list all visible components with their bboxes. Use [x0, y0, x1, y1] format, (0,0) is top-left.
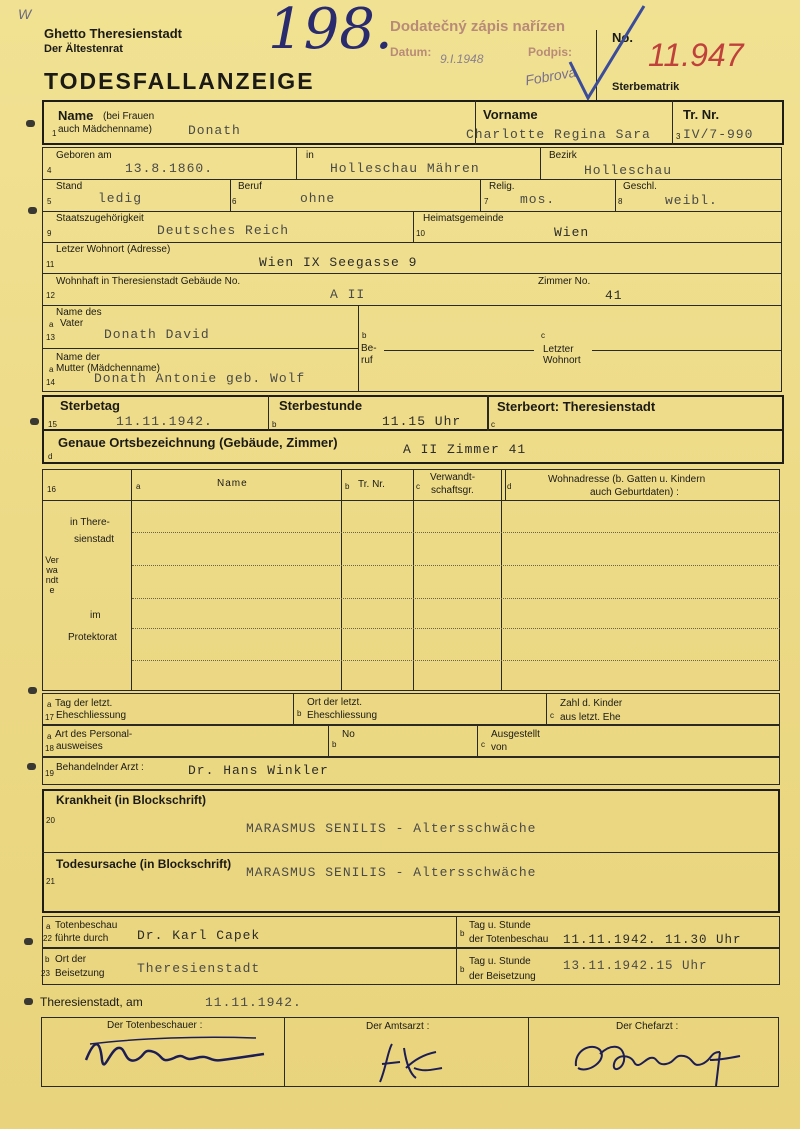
bezirk-label: Bezirk: [549, 150, 577, 161]
row-line: [42, 305, 782, 306]
divider: [528, 1017, 529, 1087]
row-line: [42, 211, 782, 212]
divider: [540, 147, 541, 179]
ausgestellt-label2: von: [491, 742, 508, 753]
stamp-datum-value: 9.I.1948: [440, 52, 484, 66]
kinder-label2: aus letzt. Ehe: [560, 712, 621, 723]
field-letter: c: [541, 331, 545, 340]
field-letter: b: [460, 929, 465, 938]
beschau-tag-label: Tag u. Stunde: [469, 920, 531, 931]
marriage-ort-label: Ort der letzt.: [307, 697, 363, 708]
field-letter: c: [481, 740, 485, 749]
dotted-line: [132, 628, 780, 629]
gebaeude-label: Wohnhaft in Theresienstadt Gebäude No.: [56, 276, 241, 287]
field-line: [384, 350, 534, 351]
beisetzung-ort-value: Theresienstadt: [137, 961, 261, 976]
in-there-label2: sienstadt: [74, 534, 115, 545]
wohnort-label: Letzer Wohnort (Adresse): [56, 244, 171, 255]
field-number: 13: [46, 333, 55, 342]
signature-amtsarzt-icon: [370, 1038, 450, 1088]
vater-label: Name des: [56, 307, 102, 318]
sterbeort-label: Sterbeort: Theresienstadt: [497, 399, 656, 414]
sig-totenbeschauer-label: Der Totenbeschauer :: [107, 1020, 203, 1031]
sterbetag-value: 11.11.1942.: [116, 414, 213, 429]
zimmer-value: 41: [605, 288, 623, 303]
field-letter: a: [49, 365, 54, 374]
field-letter: a: [47, 700, 52, 709]
marriage-row: [42, 693, 780, 725]
divider: [487, 395, 489, 431]
ursache-value: MARASMUS SENILIS - Altersschwäche: [246, 865, 537, 880]
punch-hole: [26, 120, 35, 127]
place-date-label: Theresienstadt, am: [40, 995, 143, 1009]
stand-value: ledig: [98, 191, 143, 206]
field-letter: b: [297, 709, 302, 718]
letzter-label2: Wohnort: [543, 355, 581, 366]
ausgestellt-label: Ausgestellt: [491, 729, 540, 740]
divider: [546, 693, 547, 725]
field-number: 17: [45, 713, 54, 722]
geboren-label: Geboren am: [56, 150, 112, 161]
col-trnr: Tr. Nr.: [358, 479, 385, 490]
name-sub2: auch Mädchenname): [58, 124, 152, 135]
punch-hole: [24, 938, 33, 945]
divider: [284, 1017, 285, 1087]
ausweis-label2: ausweises: [56, 741, 103, 752]
heimat-label: Heimatsgemeinde: [423, 213, 504, 224]
sterbetag-label: Sterbetag: [60, 398, 120, 413]
arzt-value: Dr. Hans Winkler: [188, 763, 329, 778]
sig-chefarzt-label: Der Chefarzt :: [616, 1021, 679, 1032]
id-no-label: No: [342, 729, 355, 740]
vater-value: Donath David: [104, 327, 210, 342]
beisetzung-ort-label2: Beisetzung: [55, 968, 105, 979]
divider: [413, 469, 414, 691]
field-number: 15: [48, 420, 57, 429]
divider: [480, 179, 481, 211]
council-title: Der Ältestenrat: [44, 43, 123, 55]
divider: [615, 179, 616, 211]
field-number: 14: [46, 378, 55, 387]
field-number: 11: [46, 260, 55, 269]
divider: [131, 469, 132, 691]
beisetzung-ort-label: Ort der: [55, 954, 87, 965]
field-number: 6: [232, 197, 237, 206]
ortsbez-value: A II Zimmer 41: [403, 442, 527, 457]
row-line: [42, 242, 782, 243]
col-verw2: schaftsgr.: [431, 485, 474, 496]
no-label: No.: [612, 30, 633, 45]
vorname-label: Vorname: [483, 107, 538, 122]
divider: [413, 211, 414, 242]
signature-totenbeschauer-icon: [80, 1030, 270, 1080]
field-letter: a: [136, 482, 141, 491]
vorname-value: Charlotte Regina Sara: [466, 127, 651, 142]
field-number: 21: [46, 877, 55, 886]
stamp-datum-label: Datum:: [390, 45, 432, 59]
name-sub1: (bei Frauen: [103, 111, 155, 122]
beisetzung-tag-value: 13.11.1942.15 Uhr: [563, 959, 708, 973]
in-label: in: [306, 150, 314, 161]
field-letter: a: [46, 922, 51, 931]
mutter-label2: Mutter (Mädchenname): [56, 363, 160, 374]
col-wohn2: auch Geburtdaten) :: [590, 487, 679, 498]
wohnort-value: Wien IX Seegasse 9: [259, 255, 418, 270]
field-number: 12: [46, 291, 55, 300]
col-name: Name: [217, 478, 248, 489]
in-there-label: in There-: [70, 517, 110, 528]
stamp-signature: Fobrová: [524, 63, 578, 89]
divider: [293, 693, 294, 725]
field-letter: d: [48, 452, 53, 461]
divider: [296, 147, 297, 179]
row-line: [42, 273, 782, 274]
row-line: [42, 852, 780, 853]
col-verw1: Verwandt-: [430, 472, 476, 483]
ursache-label: Todesursache (in Blockschrift): [56, 857, 232, 871]
geschl-label: Geschl.: [623, 181, 657, 192]
field-line: [592, 350, 782, 351]
dotted-line: [132, 565, 780, 566]
stamp-podpis-label: Podpis:: [528, 45, 572, 59]
beisetzung-tag-label: Tag u. Stunde: [469, 956, 531, 967]
beschau-tag-label2: der Totenbeschau: [469, 934, 549, 945]
divider: [358, 305, 359, 392]
punch-hole: [28, 207, 37, 214]
staats-value: Deutsches Reich: [157, 223, 290, 238]
relig-value: mos.: [520, 192, 556, 207]
beruf-value: ohne: [300, 191, 336, 206]
field-letter: b: [45, 955, 50, 964]
sterbematrik-label: Sterbematrik: [612, 81, 680, 93]
field-number: 10: [416, 229, 425, 238]
field-number: 8: [618, 197, 623, 206]
ausweis-label: Art des Personal-: [55, 729, 133, 740]
ghetto-title: Ghetto Theresienstadt: [44, 26, 182, 41]
place-date-value: 11.11.1942.: [205, 995, 302, 1010]
ortsbez-label: Genaue Ortsbezeichnung (Gebäude, Zimmer): [58, 435, 338, 450]
check-mark-icon: [560, 2, 650, 102]
krankheit-value: MARASMUS SENILIS - Altersschwäche: [246, 821, 537, 836]
marriage-ort-label2: Eheschliessung: [307, 710, 378, 721]
arzt-label: Behandelnder Arzt :: [56, 762, 144, 773]
field-letter: b: [362, 331, 367, 340]
punch-hole: [30, 418, 39, 425]
field-letter: b: [460, 965, 465, 974]
field-number: 22: [43, 934, 52, 943]
field-letter: b: [345, 482, 350, 491]
beisetzung-tag-label2: der Beisetzung: [469, 971, 536, 982]
name-label: Name: [58, 108, 94, 123]
stamp-line: Dodatečný zápis nařízen: [390, 18, 566, 35]
field-letter: b: [272, 420, 277, 429]
field-letter: c: [416, 482, 420, 491]
name-value: Donath: [188, 123, 241, 138]
handwritten-number: 198.: [268, 0, 393, 62]
field-letter: a: [47, 732, 52, 741]
field-number: 7: [484, 197, 489, 206]
gebaeude-value: A II: [330, 287, 366, 302]
totenbeschau-label2: führte durch: [55, 933, 109, 944]
field-number: 18: [45, 744, 54, 753]
divider: [501, 469, 502, 691]
dotted-line: [132, 660, 780, 661]
divider: [268, 395, 269, 431]
field-number: 1: [52, 129, 57, 138]
row-line: [42, 348, 358, 349]
totenbeschau-label: Totenbeschau: [55, 920, 118, 931]
beruf2-label: Be-: [361, 343, 377, 354]
protektorat-label: Protektorat: [68, 632, 117, 643]
sterbestunde-label: Sterbestunde: [279, 398, 363, 413]
divider: [230, 179, 231, 211]
punch-hole: [27, 763, 36, 770]
dotted-line: [132, 598, 780, 599]
divider: [505, 469, 506, 500]
signature-chefarzt-icon: [570, 1030, 750, 1090]
divider: [672, 100, 673, 145]
doctor-row: [42, 757, 780, 785]
beruf2-label2: ruf: [361, 355, 373, 366]
field-letter: c: [491, 420, 495, 429]
id-row: [42, 725, 780, 757]
letzter-label: Letzter: [543, 344, 574, 355]
relatives-table: [42, 469, 780, 691]
field-letter: c: [550, 711, 554, 720]
divider: [477, 725, 478, 757]
field-number: 20: [46, 816, 55, 825]
col-wohn1: Wohnadresse (b. Gatten u. Kindern: [548, 474, 706, 485]
beruf-label: Beruf: [238, 181, 262, 192]
row-line: [42, 500, 780, 501]
mutter-label: Name der: [56, 352, 100, 363]
field-number: 3: [676, 132, 681, 141]
zimmer-label: Zimmer No.: [538, 276, 591, 287]
staats-label: Staatszugehörigkeit: [56, 213, 144, 224]
vater-label2: Vater: [60, 318, 84, 329]
divider: [456, 916, 457, 948]
row-line: [42, 179, 782, 180]
kinder-label: Zahl d. Kinder: [560, 698, 623, 709]
bezirk-value: Holleschau: [584, 163, 673, 178]
sterbestunde-value: 11.15 Uhr: [382, 414, 462, 429]
field-letter: a: [49, 320, 54, 329]
punch-hole: [28, 687, 37, 694]
field-number: 23: [41, 969, 50, 978]
geboren-value: 13.8.1860.: [125, 161, 214, 176]
trnr-value: IV/7-990: [683, 127, 754, 142]
divider: [328, 725, 329, 757]
marriage-tag-label: Tag der letzt.: [55, 698, 113, 709]
beschau-tag-value: 11.11.1942. 11.30 Uhr: [563, 933, 742, 947]
trnr-label: Tr. Nr.: [683, 107, 720, 122]
in-value: Holleschau Mähren: [330, 161, 480, 176]
relig-label: Relig.: [489, 181, 515, 192]
divider: [456, 948, 457, 985]
divider: [341, 469, 342, 691]
krankheit-label: Krankheit (in Blockschrift): [56, 793, 207, 807]
dotted-line: [132, 532, 780, 533]
im-label: im: [90, 610, 101, 621]
field-number: 4: [47, 166, 52, 175]
heimat-value: Wien: [554, 225, 590, 240]
geschl-value: weibl.: [665, 193, 718, 208]
field-number: 9: [47, 229, 52, 238]
totenbeschau-value: Dr. Karl Capek: [137, 928, 261, 943]
mutter-value: Donath Antonie geb. Wolf: [94, 371, 306, 386]
field-number: 19: [45, 769, 54, 778]
medical-box: [42, 789, 780, 913]
field-letter: d: [507, 482, 512, 491]
field-number: 16: [47, 485, 56, 494]
verwandte-side-label: Verwandte: [45, 555, 59, 595]
marriage-tag-label2: Eheschliessung: [56, 710, 127, 721]
corner-mark: W: [18, 6, 32, 22]
sig-amtsarzt-label: Der Amtsarzt :: [366, 1021, 430, 1032]
register-number: 11.947: [648, 37, 744, 73]
stand-label: Stand: [56, 181, 83, 192]
field-number: 5: [47, 197, 52, 206]
form-title: TODESFALLANZEIGE: [44, 68, 315, 94]
field-letter: b: [332, 740, 337, 749]
punch-hole: [24, 998, 33, 1005]
